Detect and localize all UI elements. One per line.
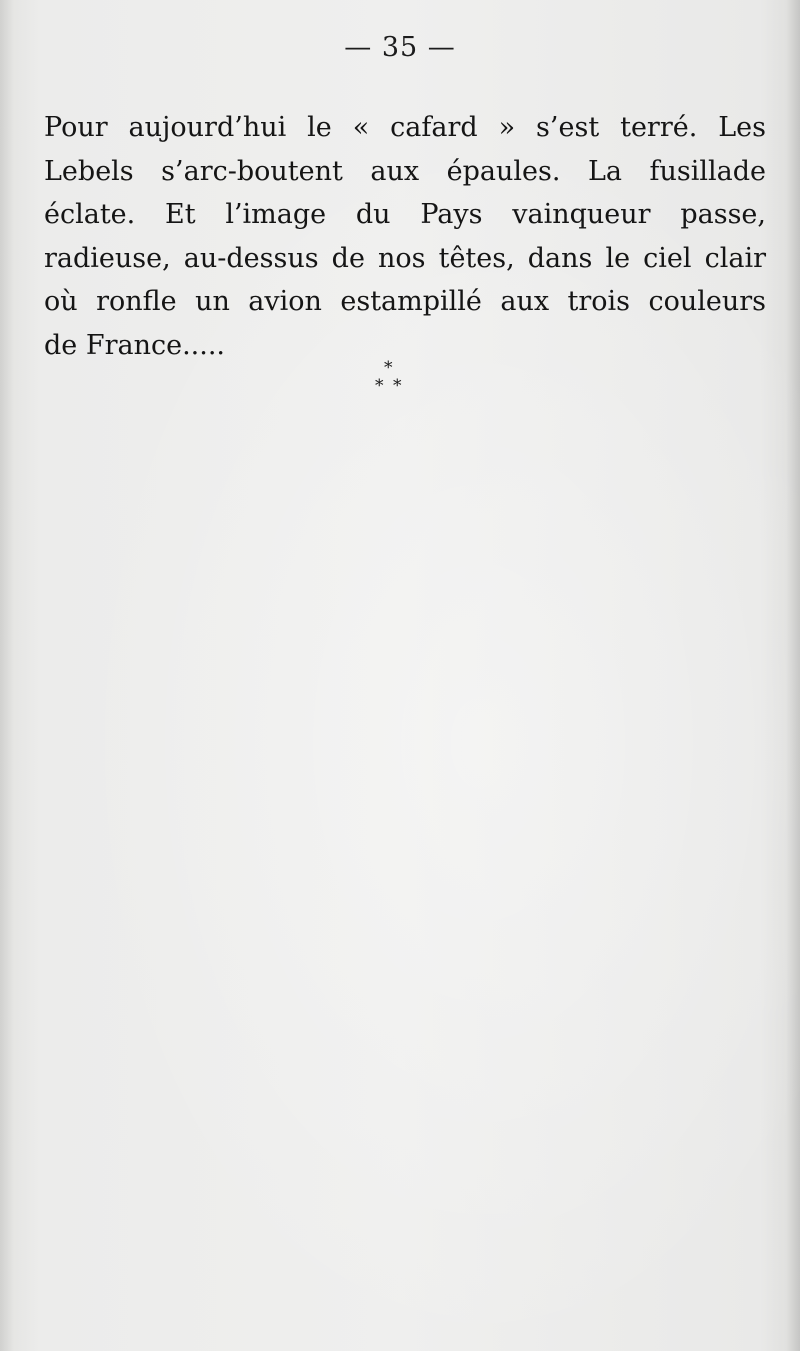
asterisk-top: * xyxy=(384,358,393,378)
text-line: Lebels s’arc-boutent aux épaules. La fusillade xyxy=(44,155,766,187)
page-edge-shadow-left xyxy=(0,0,14,1351)
text-line: éclate. Et l’image du Pays vainqueur passe, xyxy=(44,199,766,230)
page-number: — 35 — xyxy=(344,32,456,63)
text-line: radieuse, au-dessus de nos têtes, dans le ciel clair xyxy=(44,242,766,274)
body-paragraph xyxy=(44,106,766,367)
text-line: où ronfle un avion estampillé aux trois couleurs xyxy=(44,286,766,317)
asterisk-bottom-left: * xyxy=(375,376,384,396)
text-line: de France..... xyxy=(44,329,225,361)
asterisk-bottom-right: * xyxy=(393,376,402,396)
asterism-section-break xyxy=(370,356,410,400)
page-edge-shadow-right xyxy=(786,0,800,1351)
text-line: Pour aujourd’hui le « cafard » s’est terré. Les xyxy=(44,112,766,143)
